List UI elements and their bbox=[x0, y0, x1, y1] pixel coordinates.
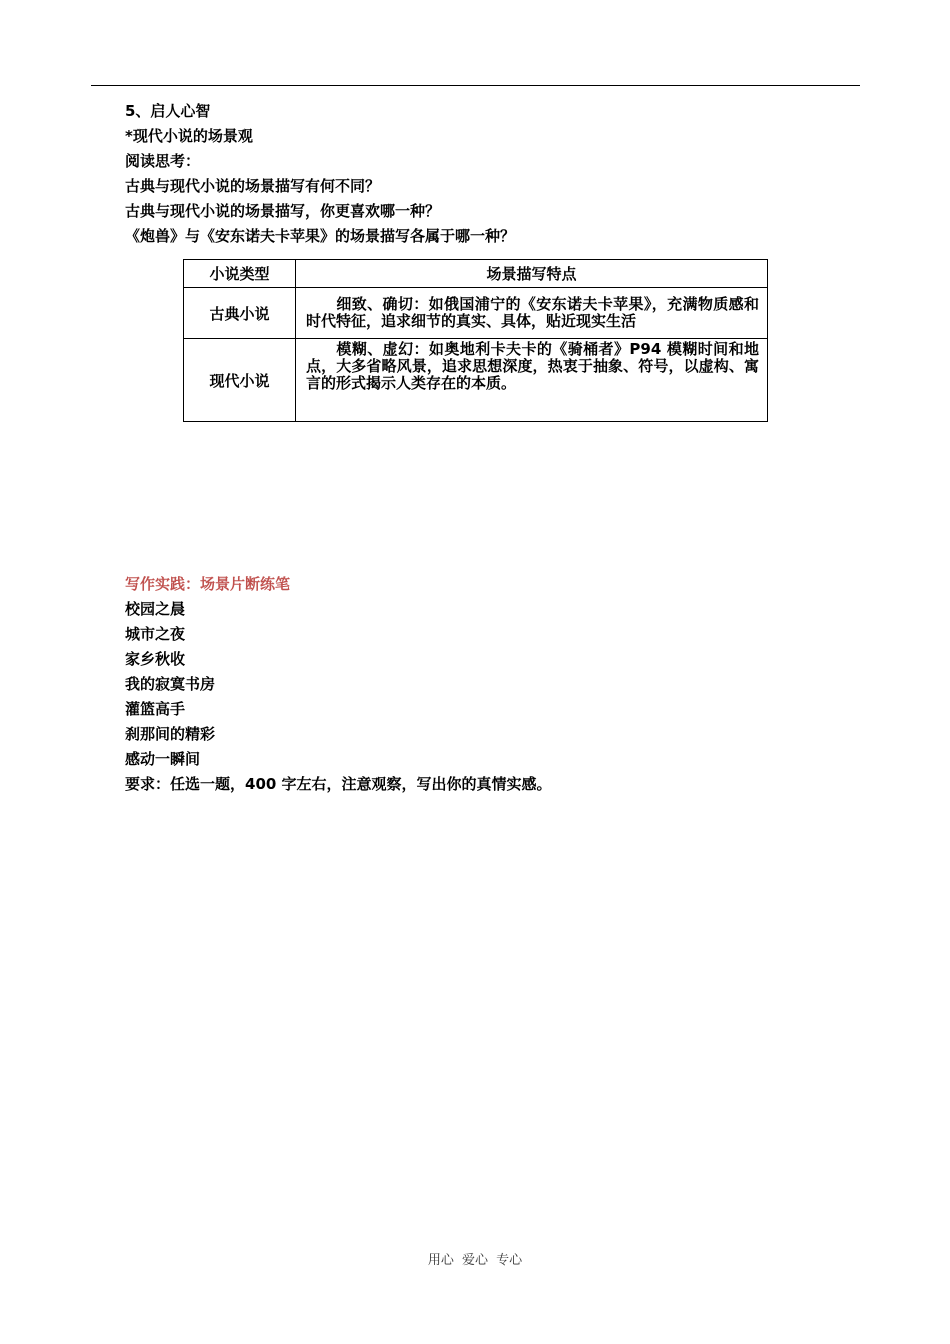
question-3: 《炮兽》与《安东诺夫卡苹果》的场景描写各属于哪一种？ bbox=[125, 227, 516, 245]
section-heading: 5、启人心智 bbox=[125, 102, 211, 120]
novel-type-cell: 古典小说 bbox=[184, 288, 296, 339]
header-novel-type: 小说类型 bbox=[184, 260, 296, 288]
topic-item: 我的寂寞书房 bbox=[125, 675, 216, 693]
scene-desc-text: 模糊、虚幻：如奥地利卡夫卡的《骑桶者》P94 模糊时间和地点，大多省略风景，追求思想深度，热衷于抽象、符号，以虚构、寓言的形式揭示人类存在的本质。 bbox=[306, 340, 759, 392]
writing-title: 写作实践：场景片断练笔 bbox=[125, 575, 291, 593]
topic-item: 城市之夜 bbox=[125, 625, 186, 643]
section-subheading: *现代小说的场景观 bbox=[125, 127, 253, 145]
topic-item: 刹那间的精彩 bbox=[125, 725, 216, 743]
table-header-row bbox=[184, 260, 768, 288]
topic-item: 家乡秋收 bbox=[125, 650, 186, 668]
writing-requirement: 要求：任选一题，400 字左右，注意观察，写出你的真情实感。 bbox=[125, 775, 552, 793]
topic-item: 校园之晨 bbox=[125, 600, 186, 618]
topic-item: 感动一瞬间 bbox=[125, 750, 201, 768]
scene-desc-cell bbox=[296, 339, 768, 422]
question-1: 古典与现代小说的场景描写有何不同？ bbox=[125, 177, 381, 195]
header-scene-features: 场景描写特点 bbox=[296, 260, 768, 288]
novel-type-cell: 现代小说 bbox=[184, 339, 296, 422]
scene-desc-cell bbox=[296, 288, 768, 339]
topic-item: 灌篮高手 bbox=[125, 700, 186, 718]
table-row bbox=[184, 288, 768, 339]
page-footer: 用心 爱心 专心 bbox=[427, 1253, 523, 1268]
scene-description-table bbox=[183, 259, 768, 422]
scene-desc-text: 细致、确切：如俄国浦宁的《安东诺夫卡苹果》，充满物质感和时代特征，追求细节的真实、具体，贴近现实生活 bbox=[306, 295, 759, 330]
header-rule bbox=[91, 85, 860, 86]
table-row bbox=[184, 339, 768, 422]
reading-prompt: 阅读思考： bbox=[125, 152, 201, 170]
question-2: 古典与现代小说的场景描写，你更喜欢哪一种？ bbox=[125, 202, 441, 220]
